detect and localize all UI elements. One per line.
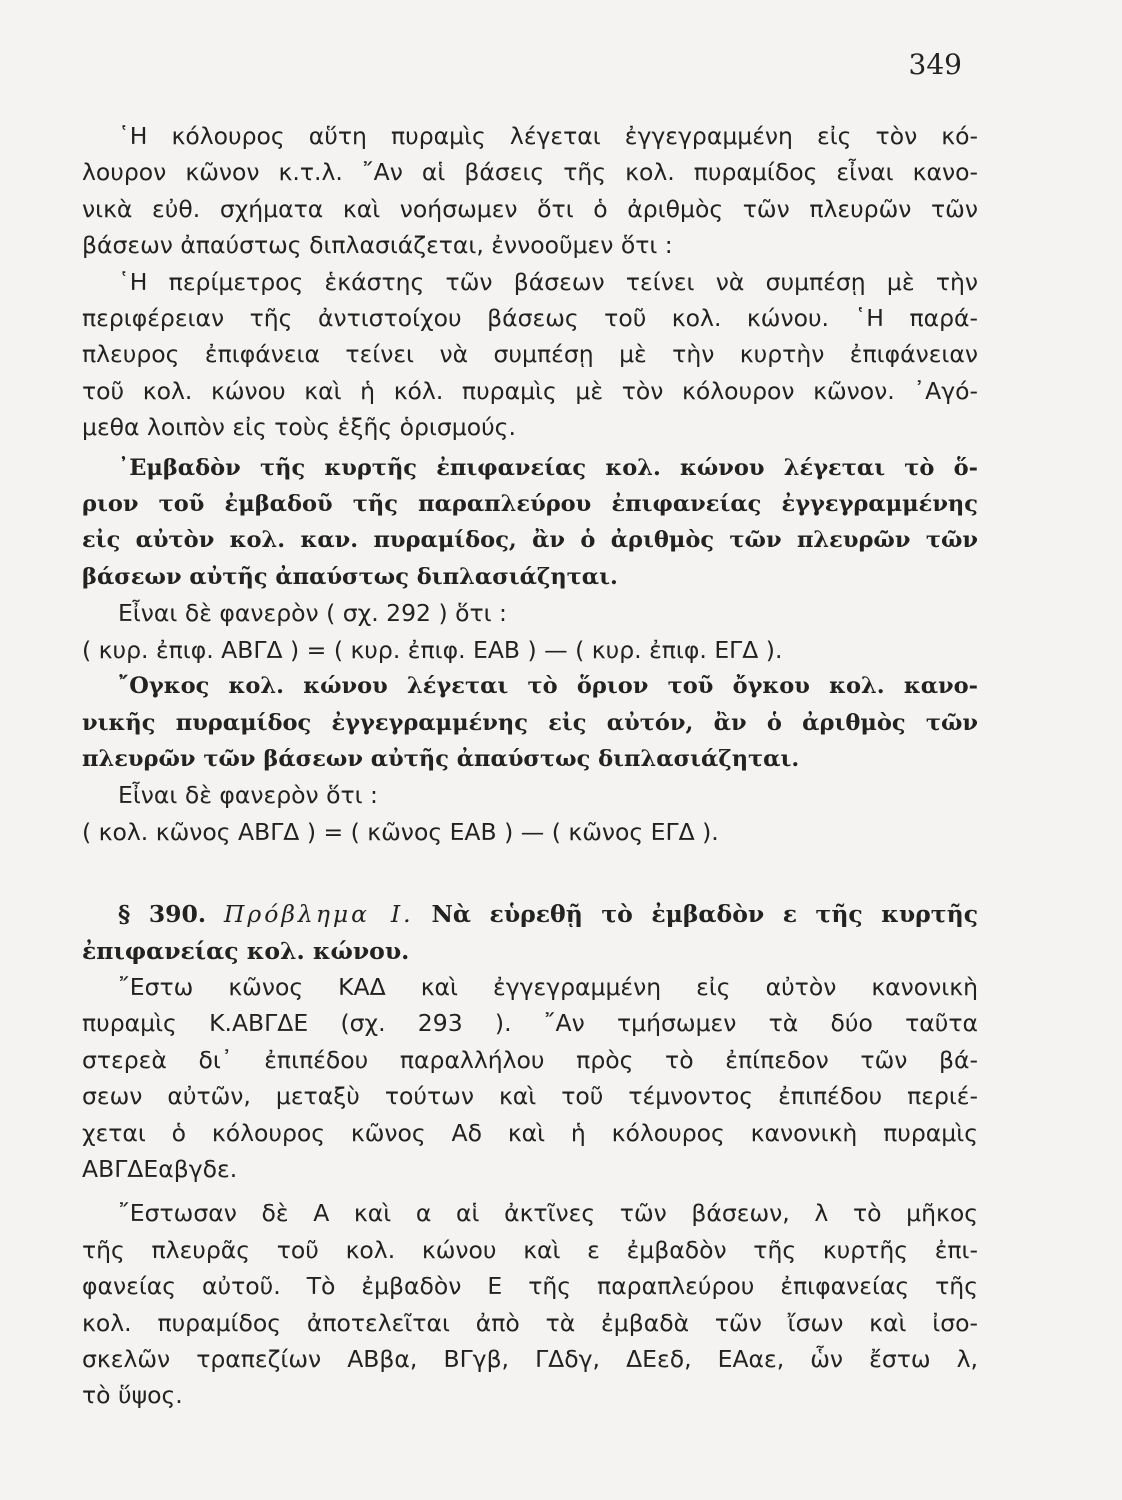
text-line: χεται ὁ κόλουρος κῶνος Αδ καὶ ἡ κόλουρος κανονικὴ πυραμὶς — [82, 1118, 978, 1147]
text-line: τοῦ κολ. κώνου καὶ ἡ κόλ. πυραμὶς μὲ τὸν κόλουρον κῶνον. ᾿Αγό- — [82, 376, 978, 405]
text-line: φανείας αὐτοῦ. Τὸ ἐμβαδὸν Ε τῆς παραπλεύρου ἐπιφανείας τῆς — [82, 1272, 978, 1301]
text-line: Εἶναι δὲ φανερὸν ( σχ. 292 ) ὅτι : — [118, 599, 507, 628]
text-line: ῎Εστω κῶνος ΚΑΔ καὶ ἐγγεγραμμένη εἰς αὐτὸν κανονικὴ — [118, 972, 978, 1001]
text-line: στερεὰ δι᾿ ἐπιπέδου παραλλήλου πρὸς τὸ ἐπίπεδον τῶν βά- — [82, 1045, 978, 1074]
formula-volume: ( κολ. κῶνος ΑΒΓΔ ) = ( κῶνος ΕΑΒ ) — ( κῶνος ΕΓΔ ). — [82, 817, 719, 846]
text-line: βάσεων ἀπαύστως διπλασιάζεται, ἐννοοῦμεν ὅτι : — [82, 231, 673, 260]
section-title: Πρόβλημα Ι. — [223, 900, 414, 929]
text-line: σεων αὐτῶν, μεταξὺ τούτων καὶ τοῦ τέμνοντος ἐπιπέδου περιέ- — [82, 1082, 978, 1111]
text-line: ῎Εστωσαν δὲ Α καὶ α αἱ ἀκτῖνες τῶν βάσεων, λ τὸ μῆκος — [118, 1199, 978, 1228]
text-line: περιφέρειαν τῆς ἀντιστοίχου βάσεως τοῦ κολ. κώνου. ῾Η παρά- — [82, 304, 978, 333]
paragraph — [82, 1195, 978, 1413]
text-line: τὸ ὕψος. — [82, 1381, 183, 1410]
text-line: ῾Η κόλουρος αὕτη πυραμὶς λέγεται ἐγγεγραμμένη εἰς τὸν κό- — [118, 122, 978, 150]
section-heading-text: ἐπιφανείας κολ. κώνου. — [82, 936, 410, 965]
text-line: Εἶναι δὲ φανερὸν ὅτι : — [118, 781, 378, 810]
text-line: νικῆς πυραμίδος ἐγγεγραμμένης εἰς αὐτόν, ἂν ὁ ἀριθμὸς τῶν — [82, 709, 978, 736]
paragraph — [82, 969, 978, 1187]
section-heading — [82, 896, 978, 969]
text-line: ῎Ογκος κολ. κώνου λέγεται τὸ ὅριον τοῦ ὄγκου κολ. κανο- — [118, 673, 978, 700]
text-line: πυραμὶς Κ.ΑΒΓΔΕ (σχ. 293 ). ῎Αν τμήσωμεν τὰ δύο ταῦτα — [82, 1009, 978, 1038]
paragraph — [82, 264, 978, 446]
text-line: πλευρος ἐπιφάνεια τείνει νὰ συμπέσῃ μὲ τὴν κυρτὴν ἐπιφάνειαν — [82, 340, 978, 369]
text-line: ῾Η περίμετρος ἑκάστης τῶν βάσεων τείνει νὰ συμπέσῃ μὲ τὴν — [118, 267, 978, 296]
page-body — [82, 118, 978, 1414]
page-number: 349 — [908, 48, 962, 81]
text-line: ᾿Εμβαδὸν τῆς κυρτῆς ἐπιφανείας κολ. κώνου λέγεται τὸ ὅ- — [118, 454, 978, 481]
text-line: πλευρῶν τῶν βάσεων αὐτῆς ἀπαύστως διπλασιάζηται. — [82, 745, 800, 772]
definition-volume — [82, 668, 978, 777]
formula-surface: ( κυρ. ἐπιφ. ΑΒΓΔ ) = ( κυρ. ἐπιφ. ΕΑΒ ) — ( κυρ. ἐπιφ. ΕΓΔ ). — [82, 635, 783, 664]
text-line: ριον τοῦ ἐμβαδοῦ τῆς παραπλεύρου ἐπιφανείας ἐγγεγραμμένης — [82, 491, 978, 518]
text-line: λουρον κῶνον κ.τ.λ. ῎Αν αἱ βάσεις τῆς κολ. πυραμίδος εἶναι κανο- — [82, 158, 978, 187]
text-line: κολ. πυραμίδος ἀποτελεῖται ἀπὸ τὰ ἐμβαδὰ τῶν ἴσων καὶ ἰσο- — [82, 1308, 978, 1337]
text-line: βάσεων αὐτῆς ἀπαύστως διπλασιάζηται. — [82, 563, 618, 590]
section-number: § 390. — [118, 900, 207, 929]
text-line: νικὰ εὐθ. σχήματα καὶ νοήσωμεν ὅτι ὁ ἀριθμὸς τῶν πλευρῶν τῶν — [82, 194, 978, 223]
text-line: τῆς πλευρᾶς τοῦ κολ. κώνου καὶ ε ἐμβαδὸν τῆς κυρτῆς ἐπι- — [82, 1235, 978, 1264]
text-line: σκελῶν τραπεζίων ΑΒβα, ΒΓγβ, ΓΔδγ, ΔΕεδ, ΕΑαε, ὧν ἔστω λ, — [82, 1345, 978, 1373]
text-line: μεθα λοιπὸν εἰς τοὺς ἑξῆς ὁρισμούς. — [82, 413, 516, 442]
text-line: εἰς αὐτὸν κολ. καν. πυραμίδος, ἂν ὁ ἀριθμὸς τῶν πλευρῶν τῶν — [82, 527, 978, 554]
section-heading-text: Νὰ εὑρεθῇ τὸ ἐμβαδὸν ε τῆς κυρτῆς — [431, 900, 978, 929]
paragraph — [82, 118, 978, 264]
section-heading-line — [82, 896, 978, 932]
definition-surface-area — [82, 450, 978, 596]
text-line: ΑΒΓΔΕαβγδε. — [82, 1154, 238, 1183]
